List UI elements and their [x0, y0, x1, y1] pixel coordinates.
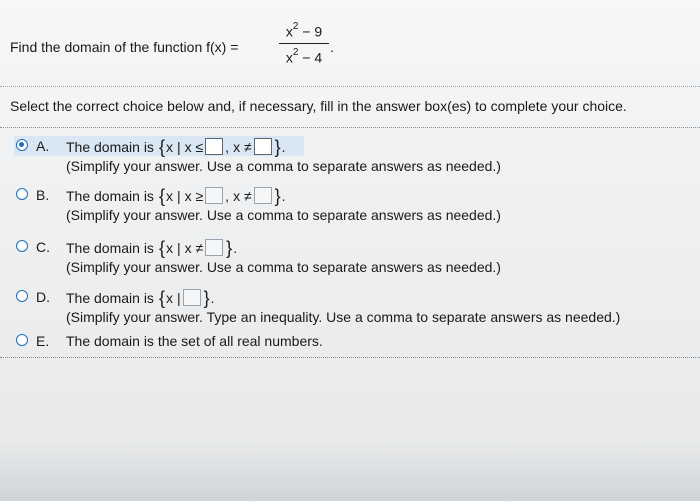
set-open-brace: {	[158, 237, 165, 258]
choice-hint: (Simplify your answer. Type an inequality. Use a comma to separate answers as needed.)	[66, 309, 621, 325]
choice-e[interactable]	[16, 333, 696, 353]
choice-text: The domain is	[66, 138, 154, 155]
set-variable: x	[165, 187, 173, 204]
instruction: Select the correct choice below and, if necessary, fill in the answer box(es) to complete your choice.	[10, 98, 627, 114]
choice-letter: D.	[36, 289, 50, 305]
choice-c[interactable]	[16, 239, 696, 279]
fraction-denominator: $x^2 - 4$	[285, 46, 323, 66]
choice-letter: C.	[36, 239, 50, 255]
condition-2: x ≠	[233, 187, 252, 204]
choice-a[interactable]	[16, 138, 696, 178]
question	[10, 20, 690, 80]
set-variable: x	[165, 239, 173, 256]
set-variable: x	[165, 289, 173, 306]
set-open-brace: {	[158, 185, 165, 206]
choice-statement	[66, 187, 286, 204]
choice-text: The domain is the set of all real numbers.	[66, 333, 323, 349]
choice-hint: (Simplify your answer. Use a comma to separate answers as needed.)	[66, 259, 501, 275]
radio-choice-b[interactable]	[16, 188, 28, 200]
answer-box-2[interactable]	[254, 138, 272, 155]
page-shadow	[0, 440, 700, 501]
divider	[0, 357, 700, 358]
end-period: .	[281, 138, 286, 155]
choice-hint: (Simplify your answer. Use a comma to separate answers as needed.)	[66, 158, 501, 174]
question-prompt: Find the domain of the function f(x) =	[10, 39, 239, 55]
set-variable: x	[165, 138, 173, 155]
function-fraction	[278, 20, 330, 66]
set-close-brace: }	[274, 185, 281, 206]
set-bar: |	[176, 239, 181, 256]
answer-box-1[interactable]	[205, 187, 223, 204]
choice-text: The domain is	[66, 187, 154, 204]
set-open-brace: {	[158, 136, 165, 157]
end-period: .	[281, 187, 286, 204]
radio-choice-d[interactable]	[16, 290, 28, 302]
divider	[0, 86, 700, 87]
choice-d[interactable]	[16, 289, 696, 329]
end-period: .	[210, 289, 215, 306]
set-close-brace: }	[274, 136, 281, 157]
choice-letter: A.	[36, 138, 50, 154]
question-period: .	[330, 39, 334, 55]
set-close-brace: }	[226, 237, 233, 258]
choice-letter: E.	[36, 333, 50, 349]
choice-hint: (Simplify your answer. Use a comma to separate answers as needed.)	[66, 207, 501, 223]
answer-box-1[interactable]	[205, 239, 223, 256]
fraction-bar	[279, 43, 329, 44]
answer-box-1[interactable]	[205, 138, 223, 155]
choice-text: The domain is	[66, 289, 154, 306]
answer-box-1[interactable]	[183, 289, 201, 306]
answer-box-2[interactable]	[254, 187, 272, 204]
choice-text: The domain is	[66, 239, 154, 256]
condition-1: x ≠	[184, 239, 204, 256]
choice-b[interactable]	[16, 187, 696, 227]
condition-1: x ≥	[184, 187, 204, 204]
comma: ,	[225, 138, 230, 155]
set-close-brace: }	[203, 287, 210, 308]
choice-statement	[66, 239, 237, 256]
condition-1: x ≤	[184, 138, 204, 155]
end-period: .	[233, 239, 238, 256]
radio-choice-c[interactable]	[16, 240, 28, 252]
set-bar: |	[176, 289, 181, 306]
choice-letter: B.	[36, 187, 50, 203]
radio-choice-a[interactable]	[16, 139, 28, 151]
choice-statement	[66, 138, 286, 155]
radio-choice-e[interactable]	[16, 334, 28, 346]
fraction-numerator: $x^2 - 9$	[285, 21, 323, 40]
choice-statement	[66, 333, 323, 349]
set-bar: |	[176, 138, 181, 155]
condition-2: x ≠	[233, 138, 252, 155]
set-bar: |	[176, 187, 181, 204]
divider	[0, 127, 700, 128]
comma: ,	[225, 187, 230, 204]
set-open-brace: {	[158, 287, 165, 308]
choice-statement	[66, 289, 215, 306]
